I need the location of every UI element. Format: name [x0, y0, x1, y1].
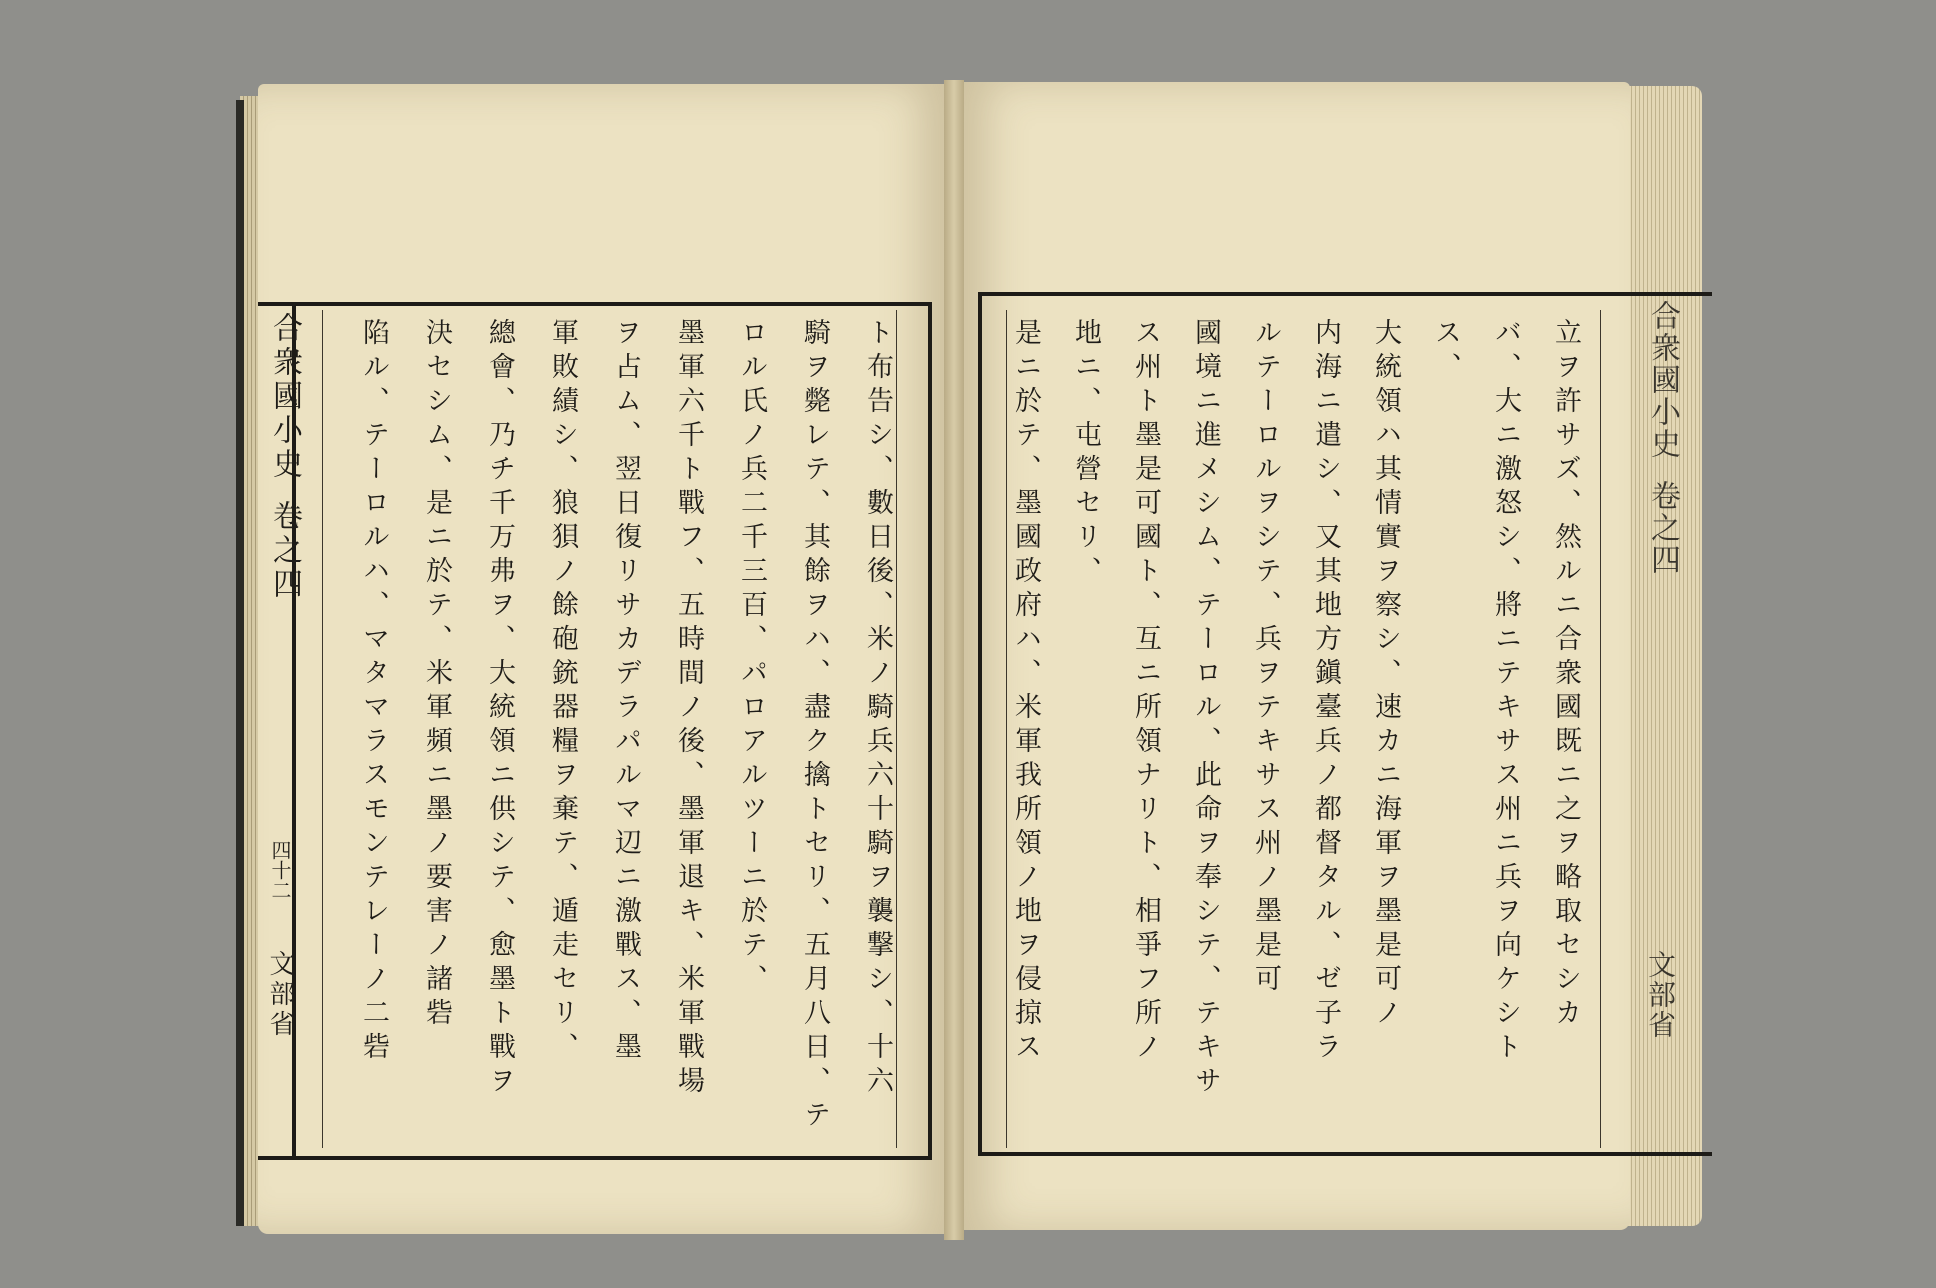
book-gutter — [944, 80, 964, 1240]
right-text-column: 地ニ、屯營セリ、 — [1070, 318, 1101, 590]
right-margin-publisher: 文部省 — [1644, 950, 1677, 1040]
right-rule — [1006, 310, 1007, 1148]
book-cover-edge — [236, 100, 244, 1226]
left-text-column: ロル氏ノ兵二千三百、パロアルツーニ於テ、 — [736, 318, 767, 998]
right-text-column: 立ヲ許サズ、然ルニ合衆國既ニ之ヲ略取セシカ — [1550, 318, 1581, 1032]
right-text-column: 大統領ハ其情實ヲ察シ、速カニ海軍ヲ墨是可ノ — [1370, 318, 1401, 1032]
left-rule — [896, 310, 897, 1148]
right-text-column: ス、 — [1430, 318, 1461, 386]
left-page-number: 四十二 — [268, 840, 292, 900]
right-text-column: バ、大ニ激怒シ、將ニテキサス州ニ兵ヲ向ケシト — [1490, 318, 1521, 1066]
right-margin-title: 合衆國小史 — [1645, 300, 1680, 460]
left-text-column: ト布告シ、數日後、米ノ騎兵六十騎ヲ襲撃シ、十六 — [862, 318, 893, 1100]
left-text-column: 騎ヲ斃レテ、其餘ヲハ、盡ク擒トセリ、五月八日、テ — [799, 318, 830, 1134]
right-text-column: 内海ニ遣シ、又其地方鎭臺兵ノ都督タル、ゼ子ラ — [1310, 318, 1341, 1066]
left-text-column: 軍敗績シ、狼狽ノ餘砲銃器糧ヲ棄テ、遁走セリ、 — [547, 318, 578, 1066]
left-margin-publisher: 文部省 — [265, 950, 295, 1040]
right-text-column: ス州ト墨是可國ト、互ニ所領ナリト、相爭フ所ノ — [1130, 318, 1161, 1066]
right-text-column: 是ニ於テ、墨國政府ハ、米軍我所領ノ地ヲ侵掠ス — [1010, 318, 1041, 1066]
right-rule — [1600, 310, 1601, 1148]
left-text-column: ヲ占ム、翌日復リサカデラパルマ辺ニ激戰ス、墨 — [610, 318, 641, 1066]
left-margin-volume: 卷之四 — [267, 500, 302, 602]
right-text-column: 國境ニ進メシム、テーロル、此命ヲ奉シテ、テキサ — [1190, 318, 1221, 1100]
left-text-column: 總會、乃チ千万弗ヲ、大統領ニ供シテ、愈墨ト戰ヲ — [484, 318, 515, 1100]
left-text-column: 陷ル、テーロルハ、マタマラスモンテレーノ二砦 — [358, 318, 389, 1066]
right-margin-volume: 卷之四 — [1645, 480, 1680, 576]
left-margin-title: 合衆國小史 — [267, 312, 302, 482]
left-text-column: 決セシム、是ニ於テ、米軍頻ニ墨ノ要害ノ諸砦 — [421, 318, 452, 1032]
left-text-column: 墨軍六千ト戰フ、五時間ノ後、墨軍退キ、米軍戰場 — [673, 318, 704, 1100]
right-text-column: ルテーロルヲシテ、兵ヲテキサス州ノ墨是可 — [1250, 318, 1281, 998]
left-rule — [322, 310, 323, 1148]
